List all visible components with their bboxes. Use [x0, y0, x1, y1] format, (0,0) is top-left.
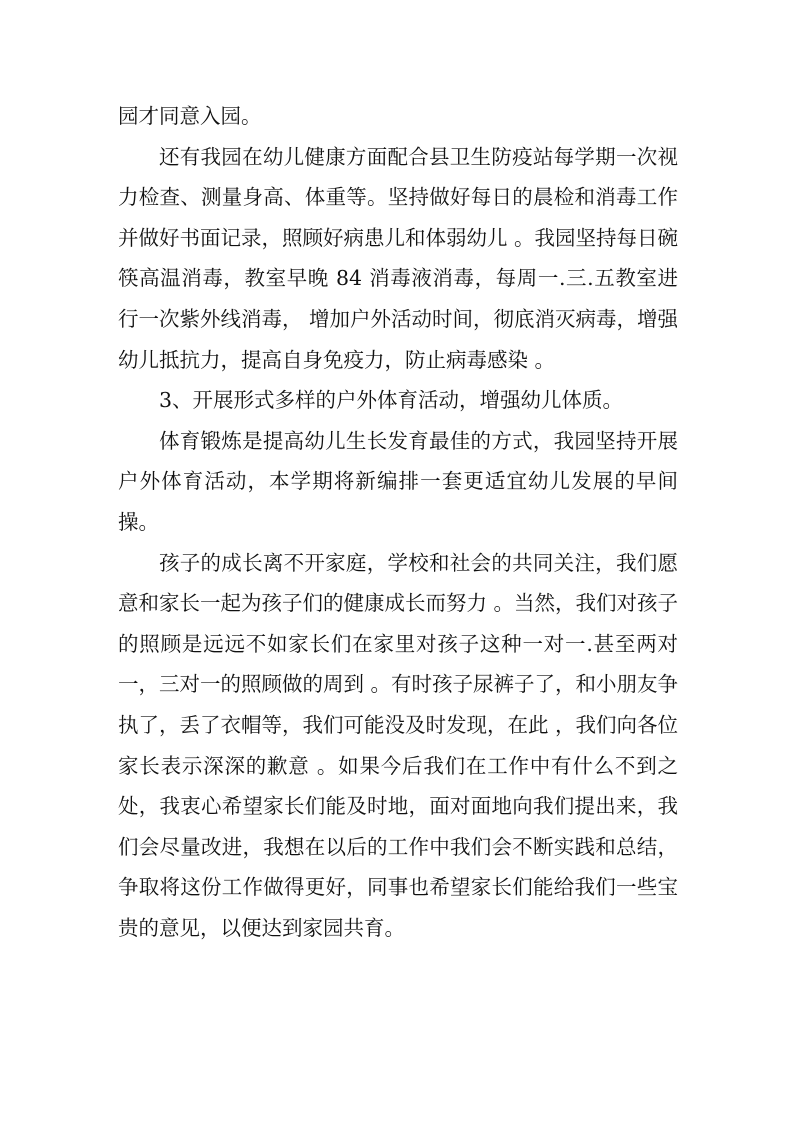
paragraph-continuation: 园才同意入园。	[118, 104, 262, 128]
paragraph-heading-outdoor-activities: 3、开展形式多样的户外体育活动，增强幼儿体质。	[159, 388, 624, 413]
paragraph-health-measures: 还有我园在幼儿健康方面配合县卫生防疫站每学期一次视力检查、测量身高、体重等。坚持做好每日的晨检和消毒工作并做好书面记录，照顾好病患儿和体弱幼儿 。我园坚持每日碗筷高温消毒，教室早晚 84 消毒液消毒，每周一.三.五教室进行一次紫外线消毒， 增加户外活动时间，彻底消灭病毒，增强幼儿抵抗力，提高自身免疫力，防止病毒感染 。	[118, 144, 679, 372]
paragraph-physical-exercise: 体育锻炼是提高幼儿生长发育最佳的方式，我园坚持开展户外体育活动，本学期将新编排一套更适宜幼儿发展的早间操。	[118, 428, 678, 534]
document-body	[118, 96, 678, 948]
paragraph-family-cooperation: 孩子的成长离不开家庭，学校和社会的共同关注，我们愿意和家长一起为孩子们的健康成长而努力 。当然，我们对孩子的照顾是远远不如家长们在家里对孩子这种一对一.甚至两对一，三对一的照顾做的周到 。有时孩子尿裤子了，和小朋友争执了，丢了衣帽等，我们可能没及时发现，在此 ，我们向各位家长表示深深的歉意 。如果今后我们在工作中有什么不到之处，我衷心希望家长们能及时地，面对面地向我们提出来，我们会尽量改进，我想在以后的工作中我们会不断实践和总结，争取将这份工作做得更好，同事也希望家长们能给我们一些宝贵的意见，以便达到家园共育。	[118, 550, 679, 940]
